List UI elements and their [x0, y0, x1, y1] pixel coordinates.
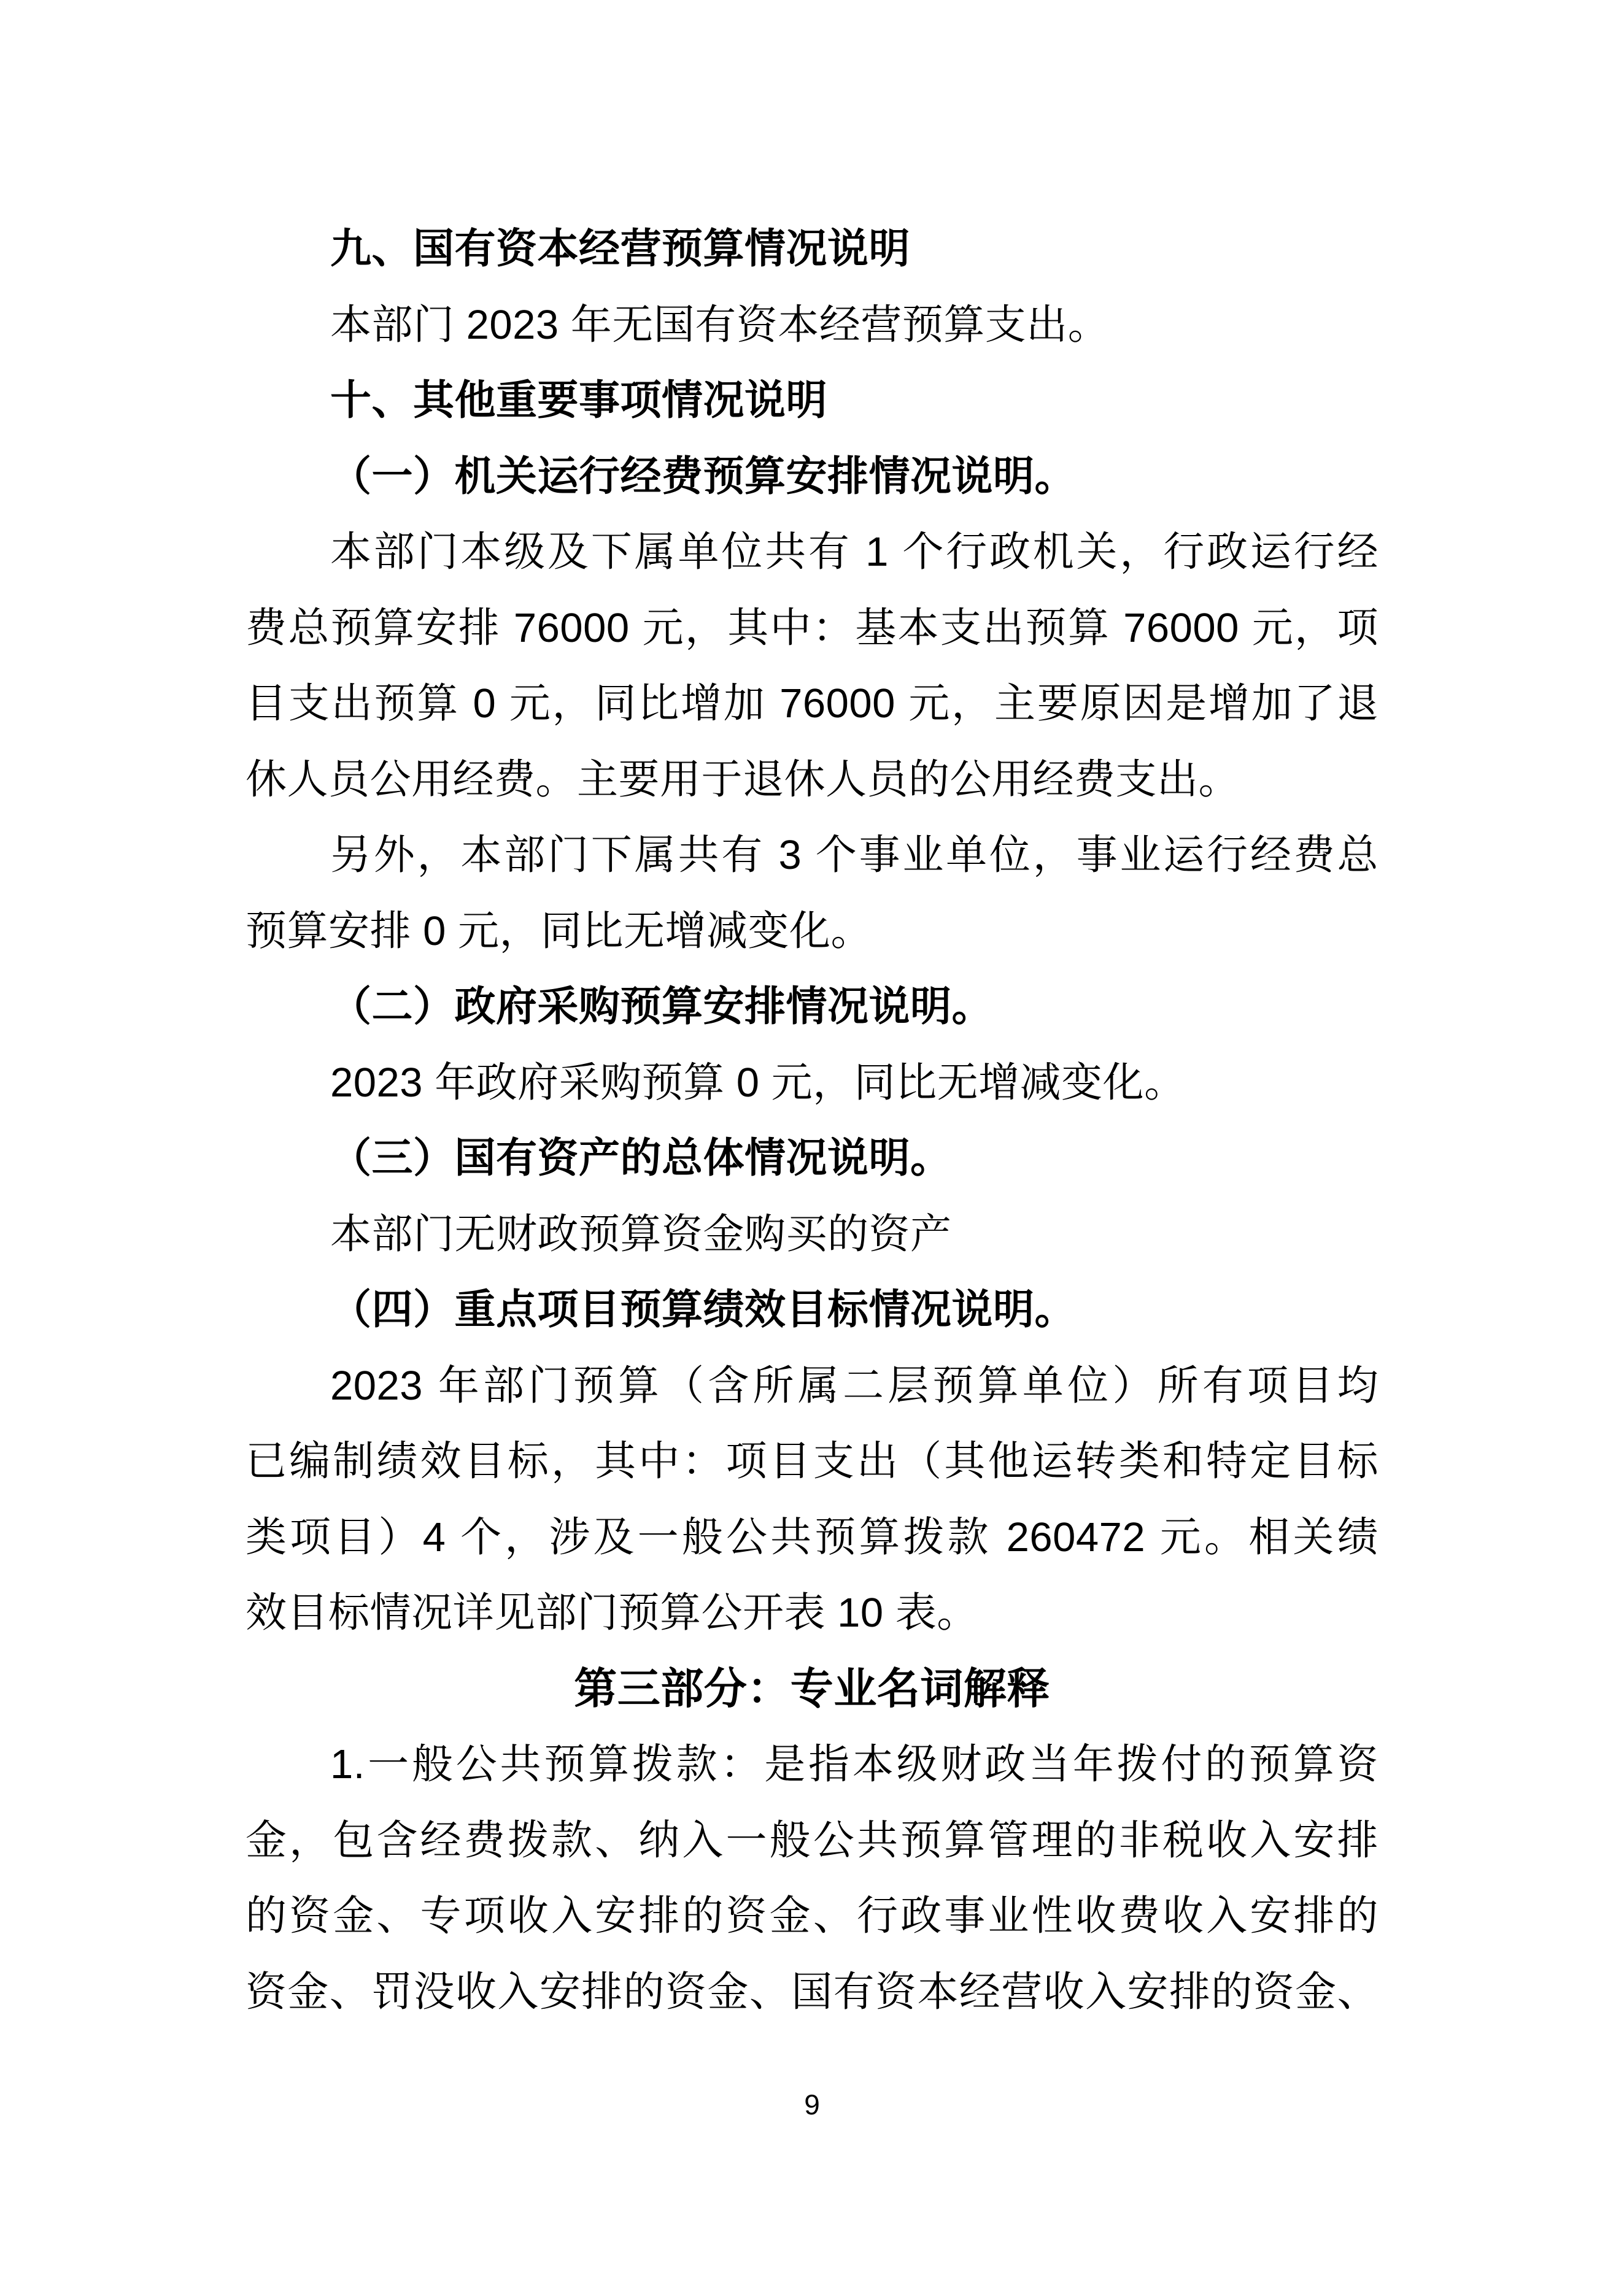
- body-line: 已编制绩效目标，其中：项目支出（其他运转类和特定目标: [246, 1438, 1378, 1484]
- body-line: 2023 年部门预算（含所属二层预算单位）所有项目均: [330, 1362, 1378, 1409]
- body-line: 本部门 2023 年无国有资本经营预算支出。: [330, 301, 1110, 348]
- body-line: 另外，本部门下属共有 3 个事业单位，事业运行经费总: [330, 832, 1378, 878]
- body-line: 类项目）4 个，涉及一般公共预算拨款 260472 元。相关绩: [246, 1514, 1378, 1560]
- body-line: 本部门无财政预算资金购买的资产: [330, 1211, 952, 1257]
- body-line: 资金、罚没收入安排的资金、国有资本经营收入安排的资金、: [246, 1968, 1378, 2015]
- body-line: 费总预算安排 76000 元，其中：基本支出预算 76000 元，项: [246, 604, 1378, 651]
- sub-heading-2: （二）政府采购预算安排情况说明。: [330, 984, 993, 1030]
- body-line: 金，包含经费拨款、纳入一般公共预算管理的非税收入安排: [246, 1817, 1378, 1863]
- page-number: 9: [804, 2089, 820, 2121]
- part3-title: 第三部分：专业名词解释: [574, 1664, 1050, 1712]
- sub-heading-1: （一）机关运行经费预算安排情况说明。: [330, 453, 1076, 499]
- document-body: [246, 211, 1378, 2030]
- body-line: 的资金、专项收入安排的资金、行政事业性收费收入安排的: [246, 1893, 1378, 1939]
- section-heading-10: 十、其他重要事项情况说明: [330, 377, 827, 423]
- body-line: 效目标情况详见部门预算公开表 10 表。: [246, 1590, 978, 1636]
- body-line: 预算安排 0 元，同比无增减变化。: [246, 907, 872, 954]
- sub-heading-3: （三）国有资产的总体情况说明。: [330, 1135, 952, 1181]
- sub-heading-4: （四）重点项目预算绩效目标情况说明。: [330, 1287, 1076, 1333]
- body-line: 休人员公用经费。主要用于退休人员的公用经费支出。: [246, 756, 1240, 803]
- body-line: 2023 年政府采购预算 0 元，同比无增减变化。: [330, 1059, 1186, 1106]
- body-line: 1.一般公共预算拨款：是指本级财政当年拨付的预算资: [330, 1741, 1378, 1787]
- section-heading-9: 九、国有资本经营预算情况说明: [330, 226, 910, 272]
- body-line: 目支出预算 0 元，同比增加 76000 元，主要原因是增加了退: [246, 680, 1378, 726]
- body-line: 本部门本级及下属单位共有 1 个行政机关，行政运行经: [330, 529, 1378, 575]
